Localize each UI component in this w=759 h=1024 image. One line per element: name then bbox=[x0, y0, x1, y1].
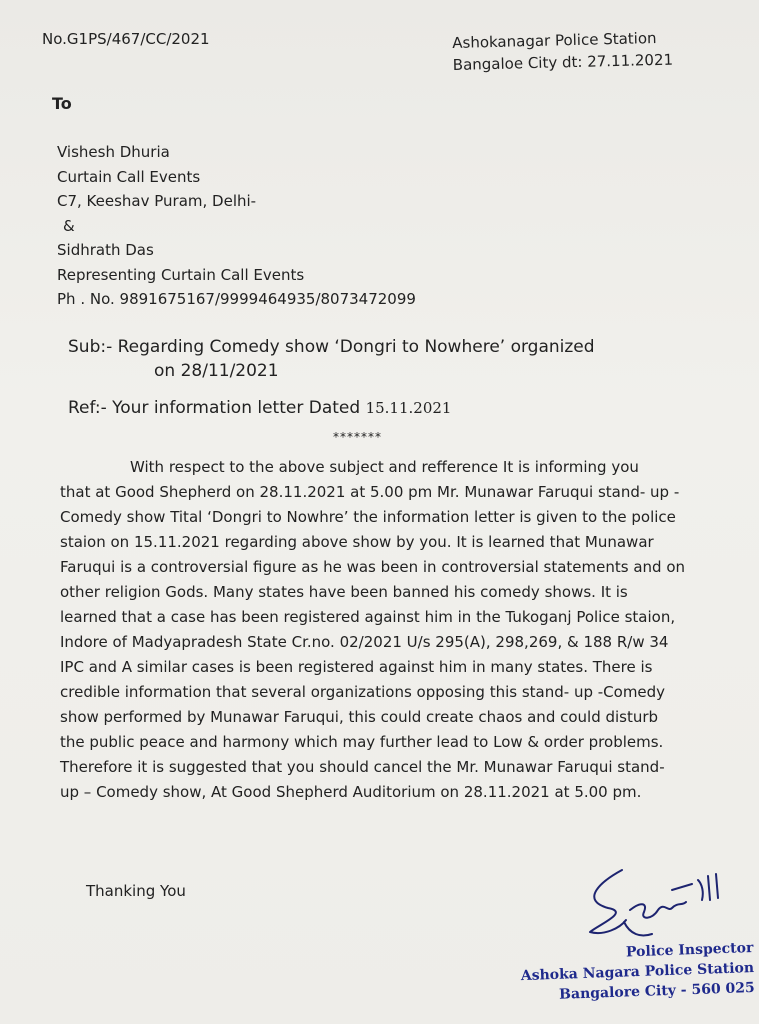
recipient-phone: Ph . No. 9891675167/9999464935/8073472099 bbox=[57, 290, 416, 308]
recipient-line: Sidhrath Das bbox=[57, 241, 154, 259]
letter-number: No.G1PS/467/CC/2021 bbox=[42, 30, 210, 48]
station-header bbox=[452, 27, 673, 76]
to-label: To bbox=[52, 94, 72, 113]
recipient-line: C7, Keeshav Puram, Delhi- bbox=[57, 192, 257, 210]
subject-date: on 28/11/2021 bbox=[154, 361, 279, 381]
letter-body bbox=[60, 455, 750, 805]
body-line: show performed by Munawar Faruqui, this could create chaos and could disturb bbox=[60, 708, 659, 726]
body-line: other religion Gods. Many states have been banned his comedy shows. It is bbox=[60, 583, 628, 601]
stamp-station: Ashoka Nagara Police Station bbox=[520, 959, 755, 985]
recipient-line: Curtain Call Events bbox=[57, 167, 201, 186]
official-stamp bbox=[503, 938, 755, 1007]
recipient-ampersand: & bbox=[63, 216, 75, 235]
recipient-address bbox=[57, 140, 416, 312]
subject-line bbox=[68, 335, 595, 383]
body-line: the public peace and harmony which may further lead to Low & order problems. bbox=[60, 733, 664, 751]
stamp-designation: Police Inspector bbox=[625, 939, 754, 961]
reference-line bbox=[68, 398, 451, 418]
body-line: learned that a case has been registered against him in the Tukoganj Police staion, bbox=[60, 608, 676, 626]
body-line: Faruqui is a controversial figure as he was been in controversial statements and on bbox=[60, 558, 686, 576]
station-city-date: Bangaloe City dt: 27.11.2021 bbox=[452, 50, 674, 74]
body-line: staion on 15.11.2021 regarding above show by you. It is learned that Munawar bbox=[60, 533, 654, 551]
body-line: up – Comedy show, At Good Shepherd Auditorium on 28.11.2021 at 5.00 pm. bbox=[60, 783, 642, 801]
body-line: Comedy show Tital ‘Dongri to Nowhre’ the information letter is given to the police bbox=[60, 508, 676, 526]
separator: ******* bbox=[333, 430, 382, 444]
stamp-city: Bangalore City - 560 025 bbox=[558, 979, 756, 1003]
body-line: IPC and A similar cases is been registered against him in many states. There is bbox=[60, 658, 653, 676]
reference-date: 15.11.2021 bbox=[365, 399, 452, 417]
body-line: Therefore it is suggested that you should cancel the Mr. Munawar Faruqui stand- bbox=[60, 758, 665, 776]
closing: Thanking You bbox=[86, 882, 186, 900]
body-line: Indore of Madyapradesh State Cr.no. 02/2021 U/s 295(A), 298,269, & 188 R/w 34 bbox=[60, 633, 669, 651]
recipient-line: Vishesh Dhuria bbox=[57, 143, 170, 161]
reference-label: Ref:- Your information letter Dated bbox=[68, 398, 366, 418]
recipient-line: Representing Curtain Call Events bbox=[57, 265, 305, 284]
body-line: credible information that several organizations opposing this stand- up -Comedy bbox=[60, 683, 666, 701]
body-line: that at Good Shepherd on 28.11.2021 at 5.00 pm Mr. Munawar Faruqui stand- up - bbox=[60, 483, 680, 501]
station-name: Ashokanagar Police Station bbox=[452, 29, 657, 52]
body-line: With respect to the above subject and refference It is informing you bbox=[130, 458, 639, 476]
subject-text: Sub:- Regarding Comedy show ‘Dongri to Nowhere’ organized bbox=[68, 337, 595, 357]
